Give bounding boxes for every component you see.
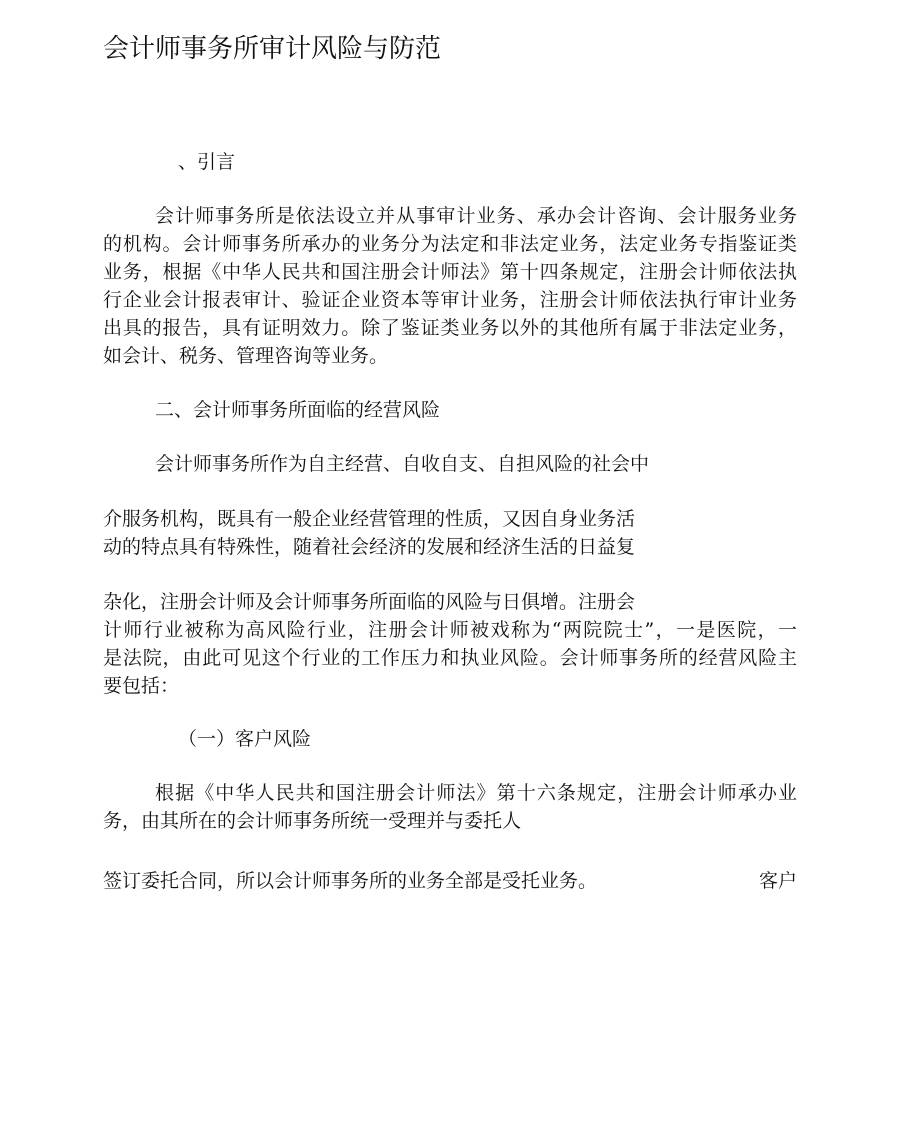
paragraph-line: 务，由其所在的会计师事务所统一受理并与委托人 [103, 810, 522, 832]
paragraph-line: 杂化，注册会计师及会计师事务所面临的风险与日俱增。注册会 [103, 591, 636, 613]
paragraph-line: 会计师事务所作为自主经营、自收自支、自担风险的社会中 [155, 453, 650, 475]
paragraph-line: 动的特点具有特殊性，随着社会经济的发展和经济生活的日益复 [103, 536, 636, 558]
paragraph-line: 计师行业被称为高风险行业，注册会计师被戏称为“两院院士”，一是医院，一 [103, 619, 797, 641]
paragraph-line: 会计师事务所是依法设立并从事审计业务、承办会计咨询、会计服务业务 [155, 205, 797, 227]
paragraph-line: 的机构。会计师事务所承办的业务分为法定和非法定业务，法定业务专指鉴证类 [103, 233, 797, 255]
paragraph-line-end: 客户 [759, 870, 798, 892]
document-title: 会计师事务所审计风险与防范 [103, 34, 442, 64]
paragraph-line: 是法院，由此可见这个行业的工作压力和执业风险。会计师事务所的经营风险主 [103, 647, 797, 669]
section-heading-risk: 二、会计师事务所面临的经营风险 [155, 399, 441, 421]
paragraph-line: 要包括： [103, 675, 180, 697]
paragraph-line: 行企业会计报表审计、验证企业资本等审计业务，注册会计师依法执行审计业务 [103, 289, 797, 311]
section-heading-intro: 、引言 [178, 151, 236, 173]
section-heading-client: （一）客户风险 [178, 728, 312, 750]
paragraph-line: 如会计、税务、管理咨询等业务。 [103, 345, 389, 367]
paragraph-line: 根据《中华人民共和国注册会计师法》第十六条规定，注册会计师承办业 [155, 782, 797, 804]
paragraph-line: 介服务机构，既具有一般企业经营管理的性质，又因自身业务活 [103, 508, 636, 530]
paragraph-line: 业务，根据《中华人民共和国注册会计师法》第十四条规定，注册会计师依法执 [103, 261, 797, 283]
paragraph-line: 签订委托合同，所以会计师事务所的业务全部是受托业务。 [103, 870, 598, 892]
paragraph-line: 出具的报告，具有证明效力。除了鉴证类业务以外的其他所有属于非法定业务， [103, 317, 797, 339]
